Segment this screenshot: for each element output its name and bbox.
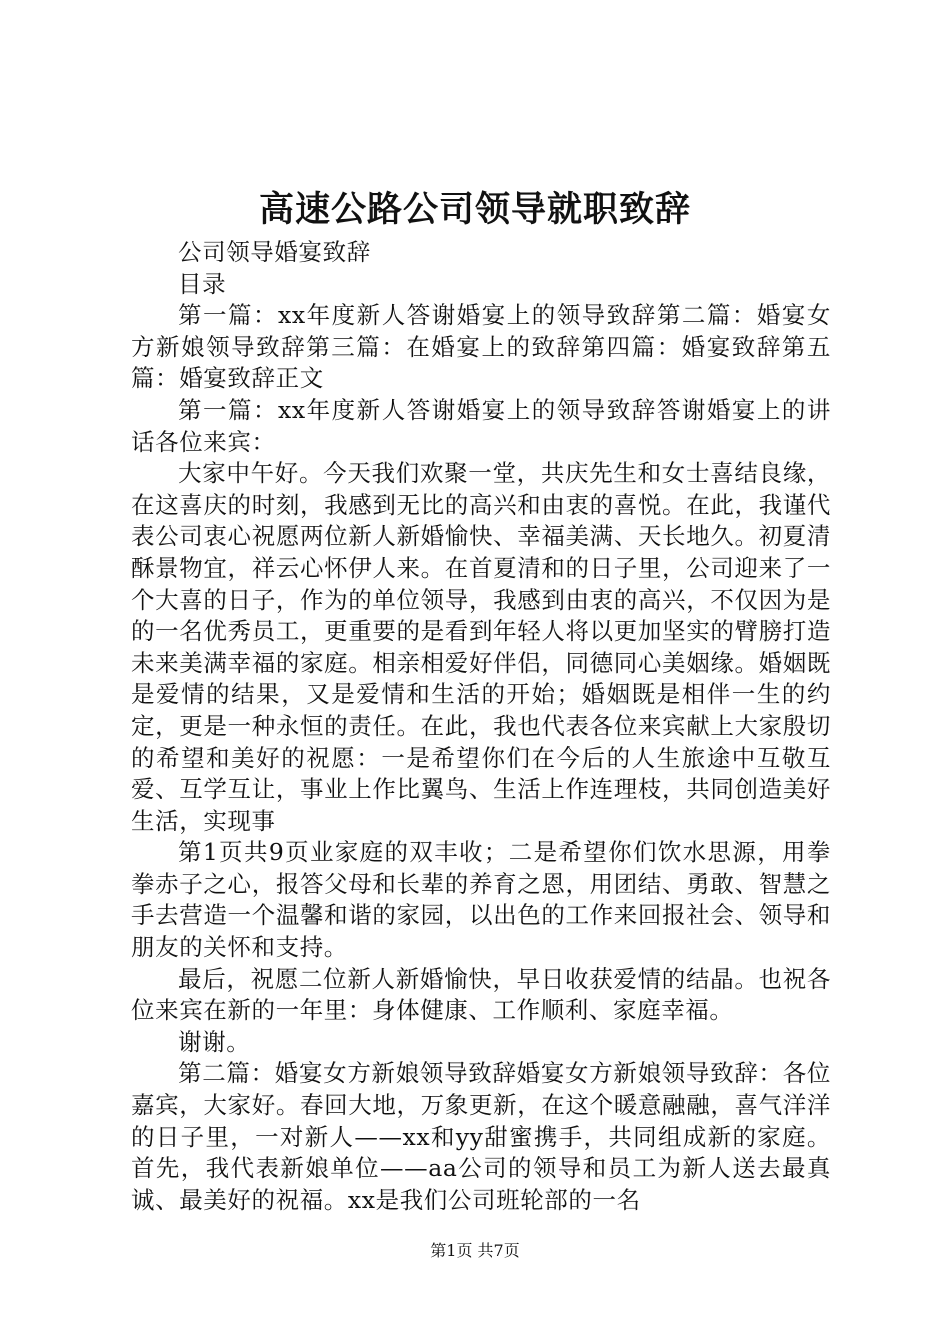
- paragraph-subtitle: 公司领导婚宴致辞: [178, 238, 371, 266]
- page-footer: 第1页 共7页: [430, 1241, 520, 1260]
- paragraph-section-1-heading: 第一篇：xx年度新人答谢婚宴上的领导致辞答谢婚宴上的讲话各位来宾：: [131, 395, 831, 456]
- paragraph-closing-wishes: 最后，祝愿二位新人新婚愉快，早日收获爱情的结晶。也祝各位来宾在新的一年里：身体健康、工作顺利、家庭幸福。: [131, 964, 831, 1025]
- paragraph-thanks: 谢谢。: [178, 1027, 251, 1056]
- document-body: [131, 237, 831, 1216]
- paragraph-section-2: 第二篇：婚宴女方新娘领导致辞婚宴女方新娘领导致辞：各位嘉宾，大家好。春回大地，万象更新，在这个暖意融融，喜气洋洋的日子里，一对新人——xx和yy甜蜜携手，共同组成新的家庭。首先，我代表新娘单位——aa公司的领导和员工为新人送去最真诚、最美好的祝福。xx是我们公司班轮部的一名: [131, 1059, 831, 1214]
- paragraph-section-1-continued: 第1页共9页业家庭的双丰收；二是希望你们饮水思源，用拳拳赤子之心，报答父母和长辈的养育之恩，用团结、勇敢、智慧之手去营造一个温馨和谐的家园，以出色的工作来回报社会、领导和朋友的关怀和支持。: [131, 838, 831, 962]
- paragraph-section-1-body: 大家中午好。今天我们欢聚一堂，共庆先生和女士喜结良缘，在这喜庆的时刻，我感到无比的高兴和由衷的喜悦。在此，我谨代表公司衷心祝愿两位新人新婚愉快、幸福美满、天长地久。初夏清酥景物宜，祥云心怀伊人来。在首夏清和的日子里，公司迎来了一个大喜的日子，作为的单位领导，我感到由衷的高兴，不仅因为是的一名优秀员工，更重要的是看到年轻人将以更加坚实的臂膀打造未来美满幸福的家庭。相亲相爱好伴侣，同德同心美姻缘。婚姻既是爱情的结果，又是爱情和生活的开始；婚姻既是相伴一生的约定，更是一种永恒的责任。在此，我也代表各位来宾献上大家殷切的希望和美好的祝愿：一是希望你们在今后的人生旅途中互敬互爱、互学互让，事业上作比翼鸟、生活上作连理枝，共同创造美好生活，实现事: [131, 459, 831, 835]
- paragraph-toc-heading: 目录: [178, 269, 227, 298]
- paragraph-toc: 第一篇：xx年度新人答谢婚宴上的领导致辞第二篇：婚宴女方新娘领导致辞第三篇：在婚宴上的致辞第四篇：婚宴致辞第五篇：婚宴致辞正文: [131, 301, 831, 393]
- document-title: 高速公路公司领导就职致辞: [258, 189, 691, 230]
